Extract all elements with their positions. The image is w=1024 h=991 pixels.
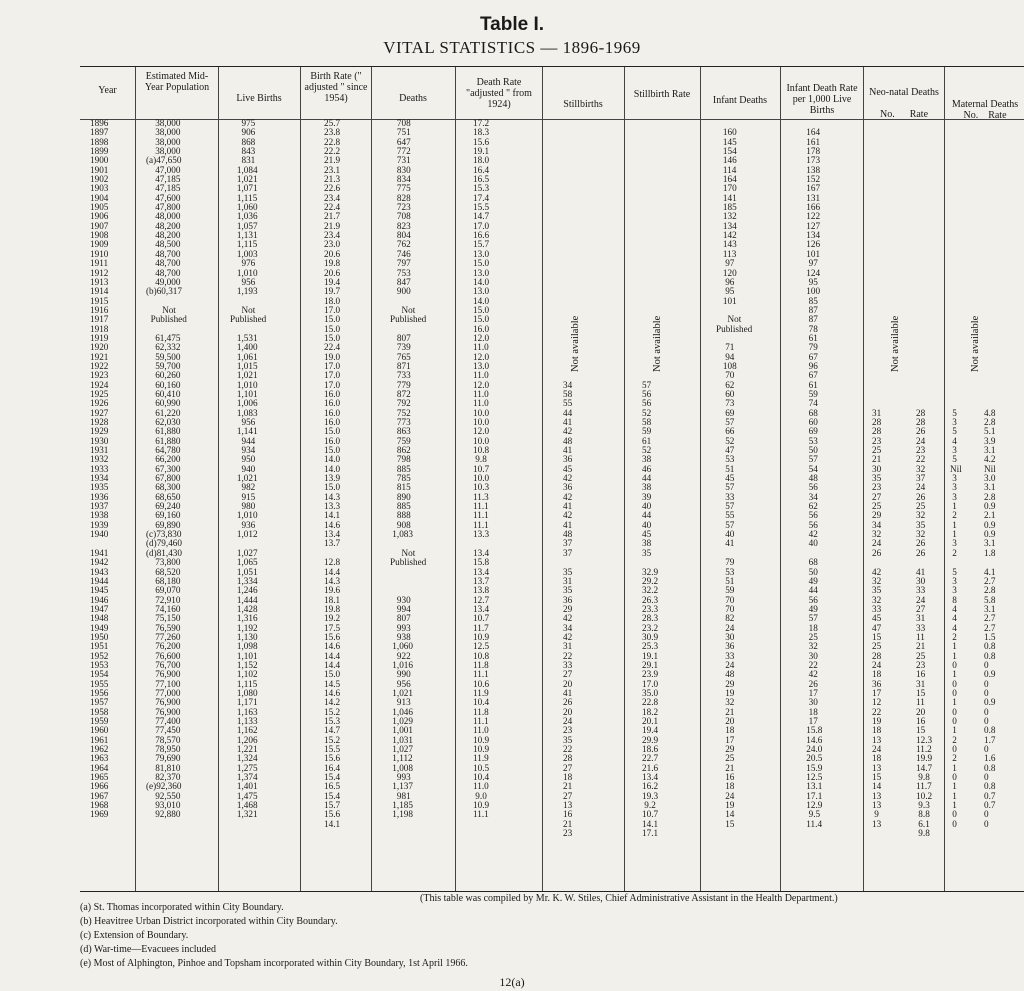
- header-death-rate: Death Rate "adjusted " from 1924): [466, 77, 532, 110]
- maternal-not-available: Not available: [970, 315, 981, 373]
- column-deaths: 708 751 647 772 731 830 834 775 828 723 708 823 804 762 746 797 753 847 900 Not Published 807 739 765 871 733 779 872 792 752 773 863 759 862 798 885 785 815 890 885 888 908 1,083 Not Published 930 994 807 993 938 1,060 922 1,016 990 956 1,021 913 1,046 1,029 1,001 1,031 1,027 1,112 1,008 993 1,137 981 1,185 1,198: [390, 118, 427, 820]
- column-divider: [300, 67, 301, 891]
- column-divider: [371, 67, 372, 891]
- vital-statistics-table: [80, 66, 1024, 892]
- column-divider: [624, 67, 625, 891]
- column-infant-deaths: 160 145 154 146 114 164 170 141 185 132 134 142 143 113 97 120 96 95 101 Not Published 71 94 108 70 62 60 73 69 57 66 52 47 53 51 45 57 33 57 55 57 40 41 79 53 51 59 70 70 82 24 30 36 33 24 48 29 19 32 21 20 18 17 29 25 21 16 18 24 19 14 15: [716, 127, 753, 829]
- header-live-births: Live Births: [236, 93, 282, 104]
- footnote: (c) Extension of Boundary.: [80, 930, 189, 941]
- column-year: 1896 1897 1898 1899 1900 1901 1902 1903 1904 1905 1906 1907 1908 1909 1910 1911 1912 1913 1914 1915 1916 1917 1918 1919 1920 1921 1922 1923 1924 1925 1926 1927 1928 1929 1930 1931 1932 1933 1934 1935 1936 1937 1938 1939 1940 1941 1942 1943 1944 1945 1946 1947 1948 1949 1950 1951 1952 1953 1954 1955 1956 1957 1958 1959 1960 1961 1962 1963 1964 1965 1966 1967 1968 1969: [90, 118, 109, 820]
- header-stillbirths: Stillbirths: [563, 99, 603, 110]
- column-divider: [218, 67, 219, 891]
- neonatal-not-available: Not available: [890, 315, 901, 373]
- column-birth-rate: 25.7 23.8 22.8 22.2 21.9 23.1 21.3 22.6 23.4 22.4 21.7 21.9 23.4 23.0 20.6 19.8 20.6 19.4 19.7 18.0 17.0 15.0 15.0 15.0 22.4 19.0 17.0 17.0 17.0 16.0 16.0 16.0 16.0 15.0 16.0 15.0 14.0 14.0 13.9 15.0 14.3 13.3 14.1 14.6 13.4 13.7 12.8 14.4 14.3 19.6 18.1 19.8 19.2 17.5 15.6 14.6 14.4 14.4 15.0 14.5 14.6 14.2 15.2 15.3 14.7 15.2 15.5 15.6 16.4 15.4 16.5 15.4 15.7 15.6 14.1: [324, 118, 341, 829]
- footnote: (e) Most of Alphington, Pinhoe and Topsham incorporated within City Boundary, 1st April 1966.: [80, 958, 468, 969]
- header-population: Estimated Mid-Year Population: [144, 71, 210, 93]
- header-maternal: Maternal Deaths: [951, 99, 1019, 110]
- column-population: 38,000 38,000 38,000 38,000 (a)47,650 47,000 47,185 47,185 47,600 47,800 48,000 48,200 48,200 48,500 48,700 48,700 48,700 49,000 (b)60,317 Not Published 61,475 62,332 59,500 59,700 60,260 60,160 60,410 60,990 61,220 62,030 61,880 61,880 64,780 66,200 67,300 67,800 68,300 68,650 69,240 69,160 69,890 (c)73,830 (d)79,460 (d)81,430 73,800 68,520 68,180 69,070 72,910 74,160 75,150 76,590 77,260 76,200 76,600 76,700 76,900 77,100 77,000 76,900 76,900 77,400 77,450 78,570 78,950 79,690 81,810 82,370 (e)92,360 92,550 93,010 92,880: [146, 118, 187, 820]
- header-infant-deaths: Infant Deaths: [712, 95, 768, 106]
- header-deaths: Deaths: [399, 93, 427, 104]
- column-neonatal-no: 31 28 28 23 25 21 30 35 23 27 25 29 34 32 24 26 42 32 35 32 33 45 47 15 25 28 24 18 36 17 12 22 19 18 13 24 18 13 15 14 13 13 9 13: [872, 407, 882, 829]
- header-neonatal: Neo-natal Deaths: [869, 87, 939, 98]
- column-divider: [944, 67, 945, 891]
- header-maternal-sub: No. Rate: [963, 110, 1007, 121]
- column-divider: [135, 67, 136, 891]
- header-infant-death-rate: Infant Death Rate per 1,000 Live Births: [786, 83, 858, 116]
- header-year: Year: [98, 85, 117, 96]
- column-divider: [700, 67, 701, 891]
- footnote: (d) War-time—Evacuees included: [80, 944, 216, 955]
- column-stillbirths: 34 58 55 44 41 42 48 41 36 45 42 36 42 41 42 41 48 37 37 35 31 35 36 29 42 34 42 31 22 33 27 20 41 26 20 24 23 35 22 28 27 18 21 27 13 16 21 23: [563, 379, 573, 839]
- header-stillbirth-rate: Stillbirth Rate: [633, 89, 691, 100]
- stillbirth-rate-not-available: Not available: [652, 315, 663, 373]
- header-birth-rate: Birth Rate (" adjusted " since 1954): [304, 71, 368, 104]
- column-maternal-rate: 4.8 2.8 5.1 3.9 3.1 4.2 Nil 3.0 3.1 2.8 0.9 2.1 0.9 0.9 3.1 1.8 4.1 2.7 2.8 5.8 3.1 2.7 2.7 1.5 0.8 0.8 0 0.9 0 0 0.9 0 0 0.8 1.7 0 1.6 0.8 0 0.8 0.7 0.7 0 0: [984, 407, 996, 829]
- footnote: (b) Heavitree Urban District incorporated within City Boundary.: [80, 916, 338, 927]
- column-live-births: 975 906 868 843 831 1,084 1,021 1,071 1,115 1,060 1,036 1,057 1,131 1,115 1,003 976 1,010 956 1,193 Not Published 1,531 1,400 1,061 1,015 1,021 1,010 1,101 1,006 1,083 956 1,141 944 934 950 940 1,021 982 915 980 1,010 936 1,012 1,027 1,065 1,051 1,334 1,246 1,444 1,428 1,316 1,192 1,130 1,098 1,101 1,152 1,102 1,115 1,080 1,171 1,163 1,133 1,162 1,206 1,221 1,324 1,275 1,374 1,401 1,475 1,468 1,321: [230, 118, 267, 820]
- footnote: (a) St. Thomas incorporated within City Boundary.: [80, 902, 284, 913]
- column-divider: [780, 67, 781, 891]
- header-neonatal-sub: No. Rate: [879, 109, 929, 120]
- column-maternal-no: 5 3 5 4 3 5 Nil 3 3 3 1 2 1 1 3 2 5 3 3 8 4 4 4 2 1 1 0 1 0 0 1 0 0 1 2 0 2 1 0 1 1 1 0 0: [950, 407, 962, 829]
- column-divider: [455, 67, 456, 891]
- table-subtitle: VITAL STATISTICS — 1896-1969: [383, 38, 641, 57]
- column-divider: [863, 67, 864, 891]
- page-number: 12(a): [499, 975, 525, 989]
- stillbirths-not-available: Not available: [570, 315, 581, 373]
- column-infant-death-rate: 164 161 178 173 138 152 167 131 166 122 127 134 126 101 97 124 95 100 85 87 87 78 61 79 67 96 67 61 59 74 68 60 69 53 50 57 54 48 56 34 62 56 56 42 40 68 50 49 44 56 49 57 18 25 32 30 22 42 26 17 30 18 17 15.8 14.6 24.0 20.5 15.9 12.5 13.1 17.1 12.9 9.5 11.4: [806, 127, 823, 829]
- column-death-rate: 17.2 18.3 15.6 19.1 18.0 16.4 16.5 15.3 17.4 15.5 14.7 17.0 16.6 15.7 13.0 15.0 13.0 14.0 13.0 14.0 15.0 15.0 16.0 12.0 11.0 12.0 13.0 11.0 12.0 11.0 11.0 10.0 10.0 12.0 10.0 10.8 9.8 10.7 10.0 10.3 11.3 11.1 11.1 11.1 13.3 13.4 15.8 13.4 13.7 13.8 12.7 13.4 10.7 11.7 10.9 12.5 10.8 11.8 11.1 10.6 11.9 10.4 11.8 11.1 11.0 10.9 10.9 11.9 10.5 10.4 11.0 9.0 10.9 11.1: [473, 118, 490, 820]
- column-divider: [542, 67, 543, 891]
- column-stillbirth-rate: 57 56 56 52 58 59 61 52 38 46 44 38 39 40 44 40 45 38 35 32.9 29.2 32.2 26.3 23.3 28.3 23.2 30.9 25.3 19.1 29.1 23.9 17.0 35.0 22.8 18.2 20.1 19.4 29.9 18.6 22.7 21.6 13.4 16.2 19.3 9.2 10.7 14.1 17.1: [642, 379, 659, 839]
- column-neonatal-rate: 28 28 26 24 23 22 32 37 24 26 25 32 35 32 26 26 41 30 33 24 27 31 33 11 21 25 23 16 31 15 11 20 16 15 12.3 11.2 19.9 14.7 9.8 11.7 10.2 9.3 8.8 6.1 9.8: [916, 407, 933, 839]
- table-title: Table I.: [479, 14, 545, 35]
- compiled-note: (This table was compiled by Mr. K. W. Stiles, Chief Administrative Assistant in the Health Department.): [420, 893, 838, 904]
